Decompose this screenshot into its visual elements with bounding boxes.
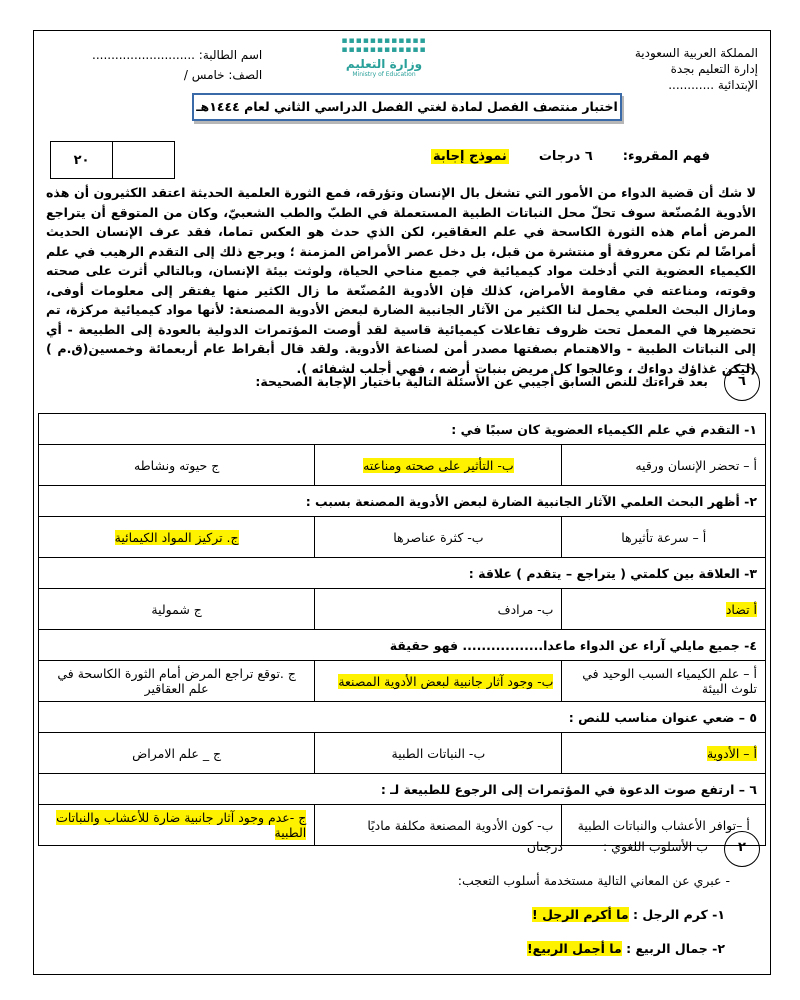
q2-item: [532, 907, 725, 922]
mcq-option-correct: ب- وجود آثار جانبية لبعض الأدوية المصنعة: [338, 673, 554, 689]
mcq-stem: ١- التقدم في علم الكيمياء العضوية كان سببًا في :: [39, 414, 766, 445]
exam-title: اختبار منتصف الفصل لمادة لغتي الفصل الدراسي الثاني لعام ١٤٤٤هـ: [192, 93, 622, 121]
mcq-option: أ –توافر الأعشاب والنباتات الطبية: [577, 817, 750, 833]
mcq-option-correct: أ – الأدوية: [706, 745, 757, 761]
mcq-option-correct: ج. تركيز المواد الكيمائية: [114, 529, 239, 545]
mcq-stem: ٣- العلاقة بين كلمتي ( يتراجع – يتقدم ) علاقة :: [39, 558, 766, 589]
mcq-option: ج _ علم الامراض: [132, 745, 222, 761]
score-empty-cell: [112, 142, 174, 178]
score-total: ٢٠: [73, 152, 90, 168]
q2-item-prompt: ٢- جمال الربيع :: [626, 941, 725, 956]
q2-item: [527, 941, 725, 956]
mcq-option-correct: ج -عدم وجود آثار جانبية ضارة للأعشاب والنباتات الطبية: [56, 810, 307, 840]
score-box: [50, 141, 175, 179]
mcq-option: ج حيوته ونشاطه: [134, 457, 220, 473]
mcq-stem: ٦ – ارتفع صوت الدعوة في المؤتمرات إلى الرجوع للطبيعة لـ :: [39, 774, 766, 805]
q2-item-answer: ما أجمل الربيع!: [526, 941, 622, 956]
mcq-stem: ٤- جميع مايلي آراء عن الدواء ماعدا................. فهو حقيقة: [39, 630, 766, 661]
header-school-info: [635, 45, 758, 93]
grade-field: الصف: خامس /: [183, 68, 263, 82]
student-name-field: اسم الطالبة: ...........................: [92, 48, 263, 62]
q1-marks-circle: ٦: [724, 365, 760, 401]
mcq-option: ب- مرادف: [497, 601, 554, 617]
logo-dots-icon: ▪▪▪▪▪▪▪▪▪▪▪▪ ▪▪▪▪▪▪▪▪▪▪▪▪: [341, 36, 427, 55]
mcq-option: ب- كثرة عناصرها: [393, 529, 484, 545]
q2-instruction: - عبري عن المعاني التالية مستخدمة أسلوب التعجب:: [457, 873, 730, 888]
mcq-option: ج .توقع تراجع المرض أمام الثورة الكاسحة في علم العقاقير: [57, 666, 296, 696]
mcq-option: أ – تحضر الإنسان ورقيه: [635, 457, 757, 473]
mcq-option: أ – سرعة تأثيرها: [621, 529, 707, 545]
q2-marks: درجتان: [526, 839, 563, 854]
mcq-stem: ٥ – ضعي عنوان مناسب للنص :: [39, 702, 766, 733]
mcq-option: ب- النباتات الطبية: [391, 745, 486, 761]
mcq-option-correct: أ تضاد: [725, 601, 757, 617]
q2-marks-circle: ٢: [724, 831, 760, 867]
mcq-option: ب- كون الأدوية المصنعة مكلفة ماديًا: [367, 817, 554, 833]
q2-item-prompt: ١- كرم الرجل :: [632, 907, 725, 922]
header-line-school: الإبتدائية ............: [668, 78, 758, 92]
reading-section-header: [431, 149, 710, 164]
reading-passage: لا شك أن قضية الدواء من الأمور التي تشغل بال الإنسان وتؤرقه، فمع الثورة العلمية الحديثة اعتقد الكثيرون أن هذه الأدوية المُصنّعة سوف تحلّ محل النباتات الطبية المستعملة في الطبّ والطب الشعبيّ، وكان من المتوقع أن يتراجع المرض أمام هذه الثورة الكاسحة في علم العقاقير، لكن الذي حدث هو العكس تماما، فقد عرف الإنسان الحديث أمراضًا لم تكن معروفة أو منتشرة من قبل، بل دخل عصر الأمراض المزمنة ؛ ويرجع ذلك إلى التقدم الرهيب في علم الكيمياء العضوية التي أدخلت مواد كيميائية في جميع مناحي الحياة، ولوثت بيئة الإنسان، وبالتالي أثرت على صحته وقوته، ومناعته في مقاومة الأمراض، كذلك فإن الأدوية المُصنّعة ما زال الكثير منها يفتقر إلى معلومات أوفى، ومازال البحث العلمي يحمل لنا الكثير من الآثار الجانبية الضارة لبعض الأدوية المصنعة: لأنها مواد كيميائية مركزة، تم تحضيرها في المعمل تحت ظروف تفاعلات كيميائية قاسية لقد أوصت المؤتمرات الدولية بالعودة إلى الطبيعة - أي إلى النباتات الطبية - والاهتمام بصفتها مصدر أمن لصناعة الأدوية. ولقد قال أبقراط عام أربعمائة وخمسين(ق.م ) (ليكن غذاؤك دواءك ، وعالجوا كل مريض بنبات أرضه ، فهي أجلب لشفائه ).: [46, 185, 756, 376]
mcq-table: [38, 413, 766, 846]
mcq-stem: ٢- أظهر البحث العلمي الآثار الجانبية الضارة لبعض الأدوية المصنعة بسبب :: [39, 486, 766, 517]
q2-title: ب الأسلوب اللغوي :: [602, 839, 708, 854]
mcq-option-correct: ب- التأثير على صحته ومناعته: [363, 457, 514, 473]
answer-model-badge: نموذج إجابة: [433, 149, 507, 164]
q1-instruction: بعد قراءتك للنص السابق أجيبي عن الأسئلة التالية باختيار الإجابة الصحيحة:: [255, 374, 708, 389]
q2-header: [527, 839, 708, 854]
header-line-kingdom: المملكة العربية السعودية: [634, 46, 758, 60]
reading-marks: ٦ درجات: [538, 149, 593, 164]
q2-item-answer: ما أكرم الرجل !: [532, 907, 629, 922]
mcq-option: ج شمولية: [151, 601, 202, 617]
ministry-logo: [334, 37, 434, 77]
mcq-option: أ – علم الكيمياء السبب الوحيد في تلوث البيئة: [582, 666, 757, 696]
exam-page: [33, 30, 771, 975]
header-student-info: [92, 45, 262, 85]
header-line-education-dept: إدارة التعليم بجدة: [670, 62, 758, 76]
logo-subtext: Ministry of Education: [352, 71, 416, 78]
logo-text: وزارة التعليم: [345, 57, 423, 71]
reading-label: فهم المقروء:: [622, 149, 710, 164]
